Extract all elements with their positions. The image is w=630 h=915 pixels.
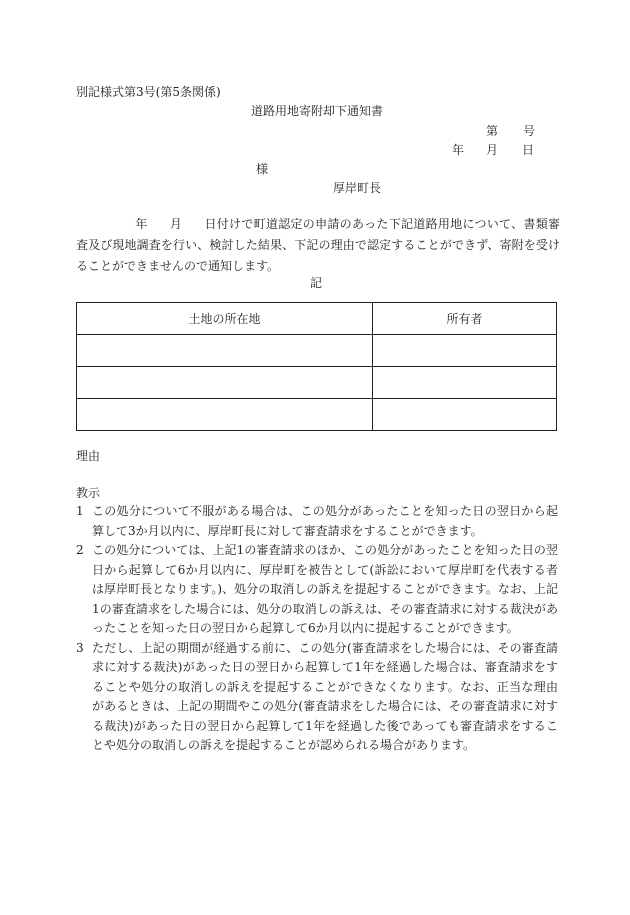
land-table [76,302,557,431]
table-cell-location [77,367,373,399]
table-row [77,399,557,431]
notice-item-text: ただし、上記の期間が経過する前に、この処分(審査請求をした場合には、その審査請求に対する裁決)があった日の翌日から起算して1年を経過した場合は、審査請求をすることや処分の取消しの訴えを提起することができなくなります。なお、正当な理由があるときは、上記の期間やこの処分(審査請求をした場合には、その審査請求に対する裁決)があった日の翌日から起算して1年を経過した後であっても審査請求をすることや処分の取消しの訴えを提起することが認められる場合があります。 [92,640,558,752]
table-header-owner: 所有者 [373,303,557,335]
notice-item-number: 3 [76,640,84,655]
table-cell-owner [373,335,557,367]
doc-number-dai: 第 [486,124,499,138]
notice-item-number: 2 [76,543,84,557]
table-row [77,367,557,399]
notice-item-text: この処分について不服がある場合は、この処分があったことを知った日の翌日から起算して3か月以内に、厚岸町長に対して審査請求をすることができます。 [92,504,558,538]
table-cell-owner [373,399,557,431]
document-title: 道路用地寄附却下通知書 [251,104,384,118]
body-month: 月 [169,217,183,231]
notice-item [76,541,560,639]
sender-name: 厚岸町長 [333,181,382,195]
ki-label: 記 [310,276,323,290]
date-day: 日 [522,143,535,157]
body-year: 年 [135,217,148,231]
recipient-sama: 様 [256,162,269,176]
table-row [77,335,557,367]
date-month: 月 [486,143,499,157]
notice-list [76,502,560,756]
table-header-row [77,303,557,335]
form-label: 別記様式第3号(第5条関係) [76,85,221,99]
table-cell-location [77,335,373,367]
notice-item [76,639,560,756]
notice-item-number: 1 [76,504,84,518]
doc-number-go: 号 [523,124,536,138]
date-year: 年 [452,143,465,157]
reason-label: 理由 [76,449,101,463]
notice-label: 教示 [76,486,101,500]
table-cell-owner [373,367,557,399]
table-cell-location [77,399,373,431]
body-paragraph [76,214,560,277]
table-header-location: 土地の所在地 [77,303,373,335]
notice-item-text: この処分については、上記1の審査請求のほか、この処分があったことを知った日の翌日から起算して6か月以内に、厚岸町を被告として(訴訟において厚岸町を代表する者は厚岸町長となります。)、処分の取消しの訴えを提起することができます。なお、上記1の審査請求をした場合には、処分の取消しの訴えは、その審査請求に対する裁決があったことを知った日の翌日から起算して6か月以内に提起することができます。 [92,543,558,635]
body-text: 日付けで町道認定の申請のあった下記道路用地について、書類審査及び現地調査を行い、検討した結果、下記の理由で認定することができず、寄附を受けることができませんので通知します。 [76,217,560,273]
notice-item [76,502,560,541]
